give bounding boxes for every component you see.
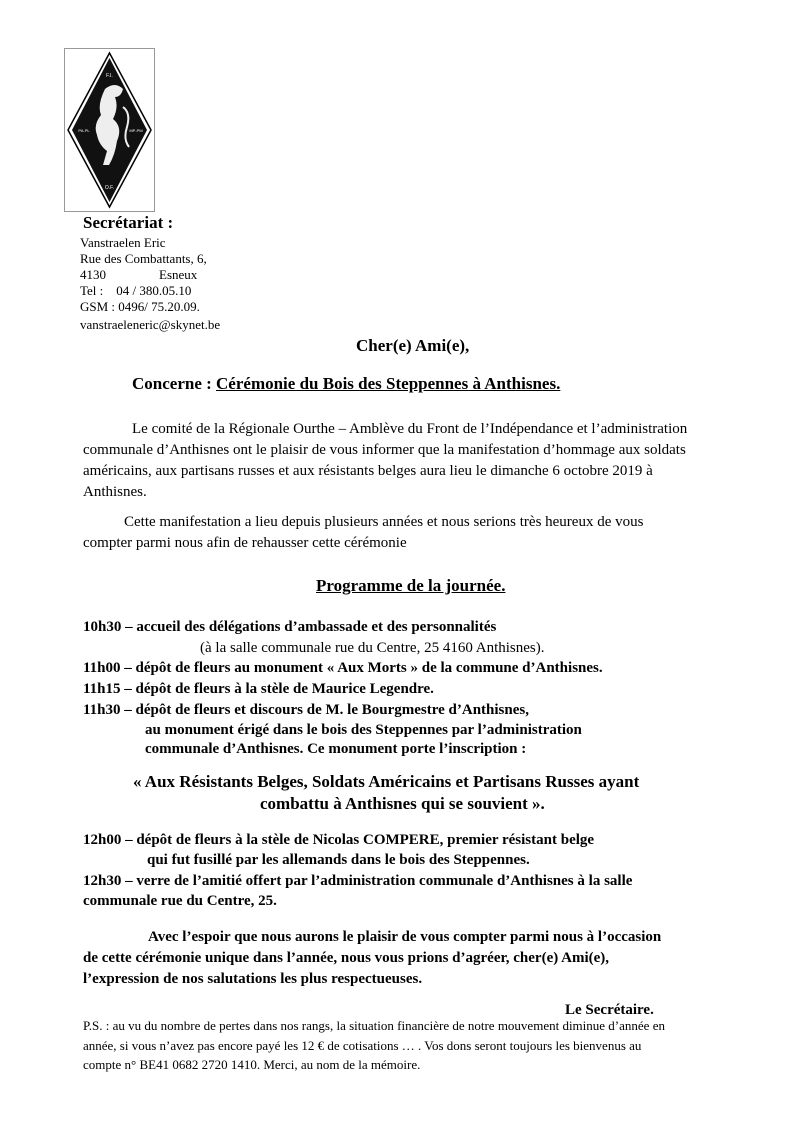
programme-item: communale rue du Centre, 25.	[83, 893, 277, 909]
closing-line: l’expression de nos salutations les plus respectueuses.	[83, 971, 423, 987]
ps-line: année, si vous n’avez pas encore payé les 12 € de cotisations … . Vos dons seront toujours les bienvenus au	[83, 1038, 642, 1053]
svg-text:F.I.: F.I.	[106, 73, 113, 79]
subject-text: Cérémonie du Bois des Steppennes à Anthisnes.	[216, 374, 561, 393]
svg-text:PA-PL: PA-PL	[78, 128, 90, 133]
programme-item: qui fut fusillé par les allemands dans le bois des Steppennes.	[147, 852, 530, 868]
secretariat-name: Vanstraelen Eric	[80, 235, 166, 250]
secretariat-city: Esneux	[159, 267, 198, 282]
paragraph2-line: compter parmi nous afin de rehausser cette cérémonie	[83, 535, 407, 551]
paragraph1-line: communale d’Anthisnes ont le plaisir de vous informer que la manifestation d’hommage aux soldats	[83, 442, 686, 458]
subject-label: Concerne :	[132, 374, 217, 393]
inscription-line: « Aux Résistants Belges, Soldats Américains et Partisans Russes ayant	[133, 772, 640, 791]
programme-item: 12h00 – dépôt de fleurs à la stèle de Nicolas COMPERE, premier résistant belge	[83, 832, 595, 848]
secretariat-email: vanstraeleneric@skynet.be	[80, 317, 221, 332]
programme-item: 11h30 – dépôt de fleurs et discours de M. le Bourgmestre d’Anthisnes,	[83, 702, 529, 718]
secretariat-tel: Tel : 04 / 380.05.10	[80, 283, 192, 298]
paragraph1-line: Anthisnes.	[83, 484, 147, 500]
paragraph2-line: Cette manifestation a lieu depuis plusieurs années et nous serions très heureux de vous	[124, 514, 644, 530]
secretariat-gsm: GSM : 0496/ 75.20.09.	[80, 299, 200, 314]
lion-emblem-icon	[65, 49, 154, 211]
secretariat-street: Rue des Combattants, 6,	[80, 251, 207, 266]
paragraph1-line: américains, aux partisans russes et aux résistants belges aura lieu le dimanche 6 octobre 2019 à	[83, 463, 653, 479]
secretariat-postcode: 4130	[80, 267, 106, 282]
secretariat-title: Secrétariat :	[83, 213, 174, 232]
programme-item: 10h30 – accueil des délégations d’ambassade et des personnalités	[83, 619, 497, 635]
svg-text:MP-PM: MP-PM	[129, 128, 143, 133]
programme-item: 12h30 – verre de l’amitié offert par l’administration communale d’Anthisnes à la salle	[83, 873, 633, 889]
closing-line: Avec l’espoir que nous aurons le plaisir de vous compter parmi nous à l’occasion	[148, 929, 662, 945]
programme-item: 11h00 – dépôt de fleurs au monument « Aux Morts » de la commune d’Anthisnes.	[83, 660, 603, 676]
programme-title: Programme de la journée.	[316, 576, 506, 595]
programme-item: au monument érigé dans le bois des Steppennes par l’administration	[145, 722, 582, 738]
ps-line: P.S. : au vu du nombre de pertes dans nos rangs, la situation financière de notre mouvement diminue d’année en	[83, 1018, 665, 1033]
logo	[64, 48, 155, 212]
greeting: Cher(e) Ami(e),	[356, 336, 470, 355]
programme-item: (à la salle communale rue du Centre, 25 4160 Anthisnes).	[200, 640, 545, 656]
signature: Le Secrétaire.	[565, 1002, 654, 1018]
programme-item: 11h15 – dépôt de fleurs à la stèle de Maurice Legendre.	[83, 681, 434, 697]
paragraph1-line: Le comité de la Régionale Ourthe – Amblève du Front de l’Indépendance et l’administration	[132, 421, 688, 437]
programme-item: communale d’Anthisnes. Ce monument porte l’inscription :	[145, 741, 527, 757]
subject	[132, 374, 560, 394]
inscription-line: combattu à Anthisnes qui se souvient ».	[260, 794, 545, 813]
ps-line: compte n° BE41 0682 2720 1410. Merci, au nom de la mémoire.	[83, 1057, 421, 1072]
svg-text:O.F.: O.F.	[104, 185, 115, 191]
closing-line: de cette cérémonie unique dans l’année, nous vous prions d’agréer, cher(e) Ami(e),	[83, 950, 610, 966]
